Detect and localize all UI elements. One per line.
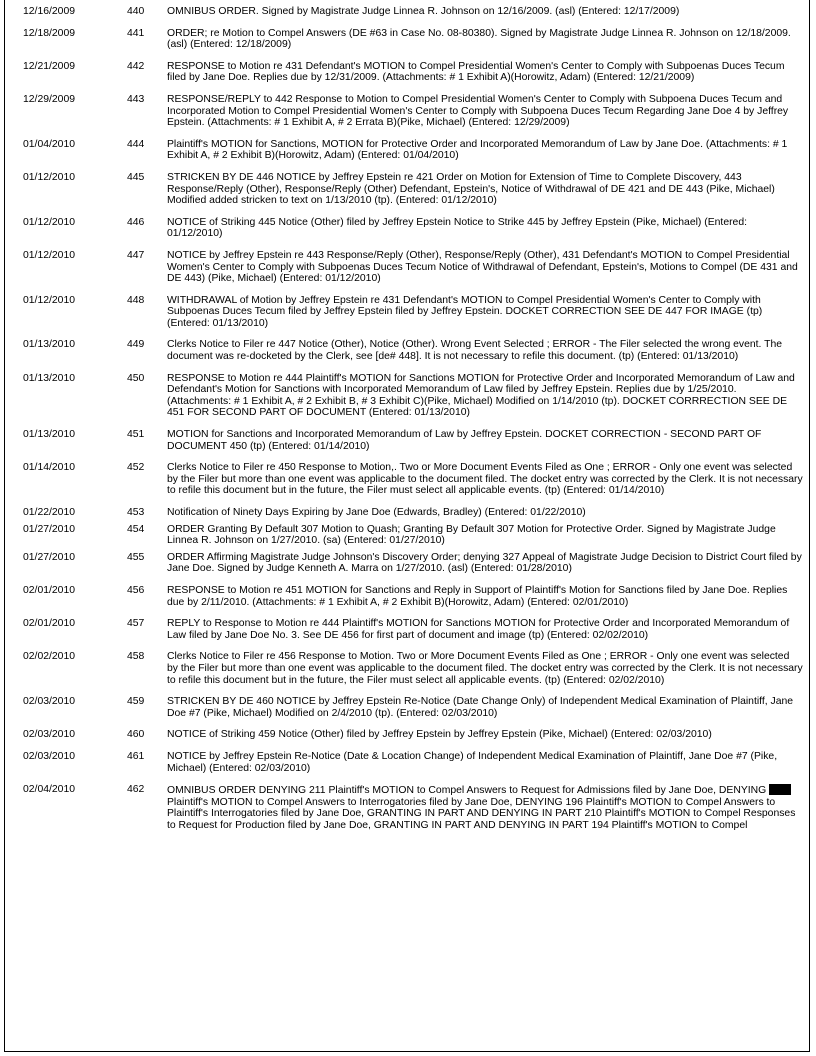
table-row [5,728,809,750]
table-row [5,695,809,728]
entry-number: 460 [127,729,145,741]
entry-date: 01/14/2010 [23,462,76,474]
entry-number: 457 [127,618,145,630]
entry-date: 01/12/2010 [23,249,76,261]
table-row [5,750,809,783]
entry-number: 454 [127,523,145,535]
entry-date: 12/16/2009 [23,6,76,17]
entry-text: NOTICE by Jeffrey Epstein re 443 Response/Reply (Other), Response/Reply (Other), 431 Defendant's MOTION to Compel Presidential Women's Center to Comply with Subpoenas Duces Tecum Notice of Withdrawal of Defendant, Epstein's, Motions to Compel (DE 431 and DE 443) (Pike, Michael) (Entered: 01/12/2010) [167,249,798,285]
entry-date: 01/27/2010 [23,523,76,535]
entry-text: ORDER; re Motion to Compel Answers (DE #63 in Case No. 08-80380). Signed by Magistrate Judge Linnea R. Johnson on 12/18/2009. (asl) (Entered: 12/18/2009) [167,27,791,51]
entry-number: 449 [127,339,145,351]
entry-text: Clerks Notice to Filer re 447 Notice (Other), Notice (Other). Wrong Event Selected ; ERROR - The Filer selected the wrong event. The document was re-docketed by the Clerk, see [de# 448]. It is not necessary to refile this document. (tp) (Entered: 01/13/2010) [167,339,783,363]
entry-text: NOTICE of Striking 445 Notice (Other) filed by Jeffrey Epstein Notice to Strike 445 by Jeffrey Epstein (Pike, Michael) (Entered: 01/12/2010) [167,216,748,240]
entry-date: 12/18/2009 [23,27,76,39]
table-row [5,60,809,93]
entry-date: 01/12/2010 [23,294,76,306]
redaction-block [769,784,791,795]
entry-text: MOTION for Sanctions and Incorporated Memorandum of Law by Jeffrey Epstein. DOCKET CORRECTION - SECOND PART OF DOCUMENT 450 (tp) (Entered: 01/14/2010) [167,429,762,452]
table-row [5,584,809,617]
table-row [5,171,809,216]
entry-text: STRICKEN BY DE 446 NOTICE by Jeffrey Epstein re 421 Order on Motion for Extension of Time to Complete Discovery, 443 Response/Reply (Other), Response/Reply (Other) Defendant, Epstein's, Notice of Withdrawal of DE 421 and DE 443 (Pike, Michael) Modified added stricken to text on 1/13/2010 (tp). (Entered: 01/12/2010) [167,171,775,207]
entry-date: 01/27/2010 [23,551,76,563]
entry-date: 02/03/2010 [23,729,76,741]
entry-number: 459 [127,696,145,708]
entry-text-part: OMNIBUS ORDER DENYING 211 Plaintiff's MOTION to Compel Answers to Request for Admissions filed by Jane Doe, DENYING [167,785,767,797]
table-row [5,138,809,171]
table-row [5,372,809,428]
entry-text: REPLY to Response to Motion re 444 Plaintiff's MOTION for Sanctions MOTION for Protective Order and Incorporated Memorandum of Law filed by Jane Doe No. 3. See DE 456 for first part of document and image (tp) (Entered: 02/02/2010) [167,618,790,641]
entry-number: 462 [127,784,145,796]
entry-text: OMNIBUS ORDER. Signed by Magistrate Judge Linnea R. Johnson on 12/16/2009. (asl) (Entered: 12/17/2009) [167,6,680,17]
table-row [5,650,809,695]
entry-number: 461 [127,750,145,762]
entry-number: 452 [127,462,145,474]
entry-date: 01/13/2010 [23,339,76,351]
entry-number: 440 [127,6,145,17]
entry-number: 444 [127,138,145,150]
table-row [5,617,809,650]
table-row [5,27,809,60]
entry-text: STRICKEN BY DE 460 NOTICE by Jeffrey Epstein Re-Notice (Date Change Only) of Independent Medical Examination of Plaintiff, Jane Doe #7 (Pike, Michael) Modified on 2/4/2010 (tp). (Entered: 02/03/2010) [167,696,794,719]
entry-date: 12/29/2009 [23,93,76,105]
entry-text: Clerks Notice to Filer re 456 Response to Motion. Two or More Document Events Filed as One ; ERROR - Only one event was selected by the Filer but more than one event was applicable to the document filed. The docket entry was corrected by the Clerk. It is not necessary to refile this document but in the future, the Filer must select all applicable events. (tp) (Entered: 02/02/2010) [167,651,803,686]
entry-number: 442 [127,60,145,72]
entry-text: RESPONSE to Motion re 451 MOTION for Sanctions and Reply in Support of Plaintiff's Motion for Sanctions filed by Jane Doe. Replies due by 2/11/2010. (Attachments: # 1 Exhibit A, # 2 Exhibit B)(Horowitz, Adam) (Entered: 02/01/2010) [167,584,788,608]
table-row [5,783,809,840]
entry-text: WITHDRAWAL of Motion by Jeffrey Epstein re 431 Defendant's MOTION to Compel Presidential Women's Center to Comply with Subpoenas Duces Tecum filed by Jeffrey Epstein filed by Jeffrey Epstein. DOCKET CORRECTION SEE DE 447 FOR IMAGE (tp) (Entered: 01/13/2010) [167,294,763,329]
entry-text: NOTICE of Striking 459 Notice (Other) filed by Jeffrey Epstein by Jeffrey Epstein (Pike, Michael) (Entered: 02/03/2010) [167,729,712,741]
entry-date: 02/01/2010 [23,618,76,630]
entry-number: 451 [127,429,145,441]
entry-number: 450 [127,372,145,384]
entry-number: 447 [127,249,145,261]
entry-number: 445 [127,171,145,183]
entry-text: RESPONSE to Motion re 444 Plaintiff's MOTION for Sanctions MOTION for Protective Order and Incorporated Memorandum of Law and Defendant's Motion for Sanctions with Incorporated Memorandum of Law filed by Jeffrey Epstein. Replies due by 1/25/2010. (Attachments: # 1 Exhibit A, # 2 Exhibit B, # 3 Exhibit C)(Pike, Michael) Modified on 1/14/2010 (tp). DOCKET CORRRECTION SEE DE 451 FOR SECOND PART OF DOCUMENT (Entered: 01/13/2010) [167,372,795,419]
entry-number: 458 [127,651,145,663]
docket-body [5,0,809,840]
table-row [5,338,809,371]
table-row [5,249,809,294]
entry-date: 02/04/2010 [23,784,76,796]
table-row [5,93,809,138]
entry-number: 455 [127,551,145,563]
entry-text: RESPONSE/REPLY to 442 Response to Motion to Compel Presidential Women's Center to Comply with Subpoena Duces Tecum and Incorporated Motion to Compel Presidential Women's Center to Comply with Subpoena Duces Tecum Regarding Jane Doe 4 by Jeffrey Epstein. (Attachments: # 1 Exhibit A, # 2 Errata B)(Pike, Michael) (Entered: 12/29/2009) [167,93,789,129]
entry-date: 01/12/2010 [23,171,76,183]
docket-page [4,0,810,1052]
entry-date: 02/03/2010 [23,696,76,708]
docket-table [5,0,809,840]
entry-date: 01/22/2010 [23,507,76,518]
table-row [5,0,809,27]
entry-number: 456 [127,584,145,596]
entry-date: 12/21/2009 [23,60,76,72]
entry-text: Clerks Notice to Filer re 450 Response to Motion,. Two or More Document Events Filed as One ; ERROR - Only one event was selected by the Filer but more than one event was applicable to the document filed. The docket entry was corrected by the Clerk. It is not necessary to refile this document but in the future, the Filer must select all applicable events. (tp) (Entered: 01/14/2010) [167,462,803,497]
table-row [5,216,809,249]
entry-number: 443 [127,93,145,105]
entry-number: 441 [127,27,145,39]
entry-number: 448 [127,294,145,306]
table-row [5,551,809,584]
entry-text: ORDER Granting By Default 307 Motion to Quash; Granting By Default 307 Motion for Protective Order. Signed by Magistrate Judge Linnea R. Johnson on 1/27/2010. (sa) (Entered: 01/27/2010) [167,523,776,547]
entry-date: 02/03/2010 [23,750,76,762]
table-row [5,523,809,551]
table-row [5,506,809,523]
entry-text: Notification of Ninety Days Expiring by Jane Doe (Edwards, Bradley) (Entered: 01/22/2010) [167,507,586,518]
entry-number: 446 [127,216,145,228]
table-row [5,461,809,506]
entry-text: RESPONSE to Motion re 431 Defendant's MOTION to Compel Presidential Women's Center to Comply with Subpoenas Duces Tecum filed by Jane Doe. Replies due by 12/31/2009. (Attachments: # 1 Exhibit A)(Horowitz, Adam) (Entered: 12/21/2009) [167,60,785,84]
entry-date: 01/12/2010 [23,216,76,228]
entry-date: 01/13/2010 [23,372,76,384]
entry-date: 02/02/2010 [23,651,76,663]
entry-text: ORDER Affirming Magistrate Judge Johnson's Discovery Order; denying 327 Appeal of Magistrate Judge Decision to District Court filed by Jane Doe. Signed by Judge Kenneth A. Marra on 1/27/2010. (asl) (Entered: 01/28/2010) [167,551,802,575]
entry-text: Plaintiff's MOTION for Sanctions, MOTION for Protective Order and Incorporated Memorandum of Law by Jane Doe. (Attachments: # 1 Exhibit A, # 2 Exhibit B)(Horowitz, Adam) (Entered: 01/04/2010) [167,138,788,162]
entry-date: 01/13/2010 [23,429,76,441]
entry-number: 453 [127,507,145,518]
entry-date: 01/04/2010 [23,138,76,150]
entry-text [167,783,809,840]
entry-text: NOTICE by Jeffrey Epstein Re-Notice (Date & Location Change) of Independent Medical Examination of Plaintiff, Jane Doe #7 (Pike, Michael) (Entered: 02/03/2010) [167,750,778,774]
entry-date: 02/01/2010 [23,584,76,596]
entry-text-part: Plaintiff's MOTION to Compel Answers to Interrogatories filed by Jane Doe, DENYING 196 Plaintiff's MOTION to Compel Answers to Plaintiff's Interrogatories filed by Jane Doe, GRANTING IN PART AND DENYING IN PART 210 Plaintiff's MOTION to Compel Responses to Request for Production filed by Jane Doe, GRANTING IN PART AND DENYING IN PART 194 Plaintiff's MOTION to Compel [167,796,796,831]
table-row [5,428,809,461]
table-row [5,294,809,339]
